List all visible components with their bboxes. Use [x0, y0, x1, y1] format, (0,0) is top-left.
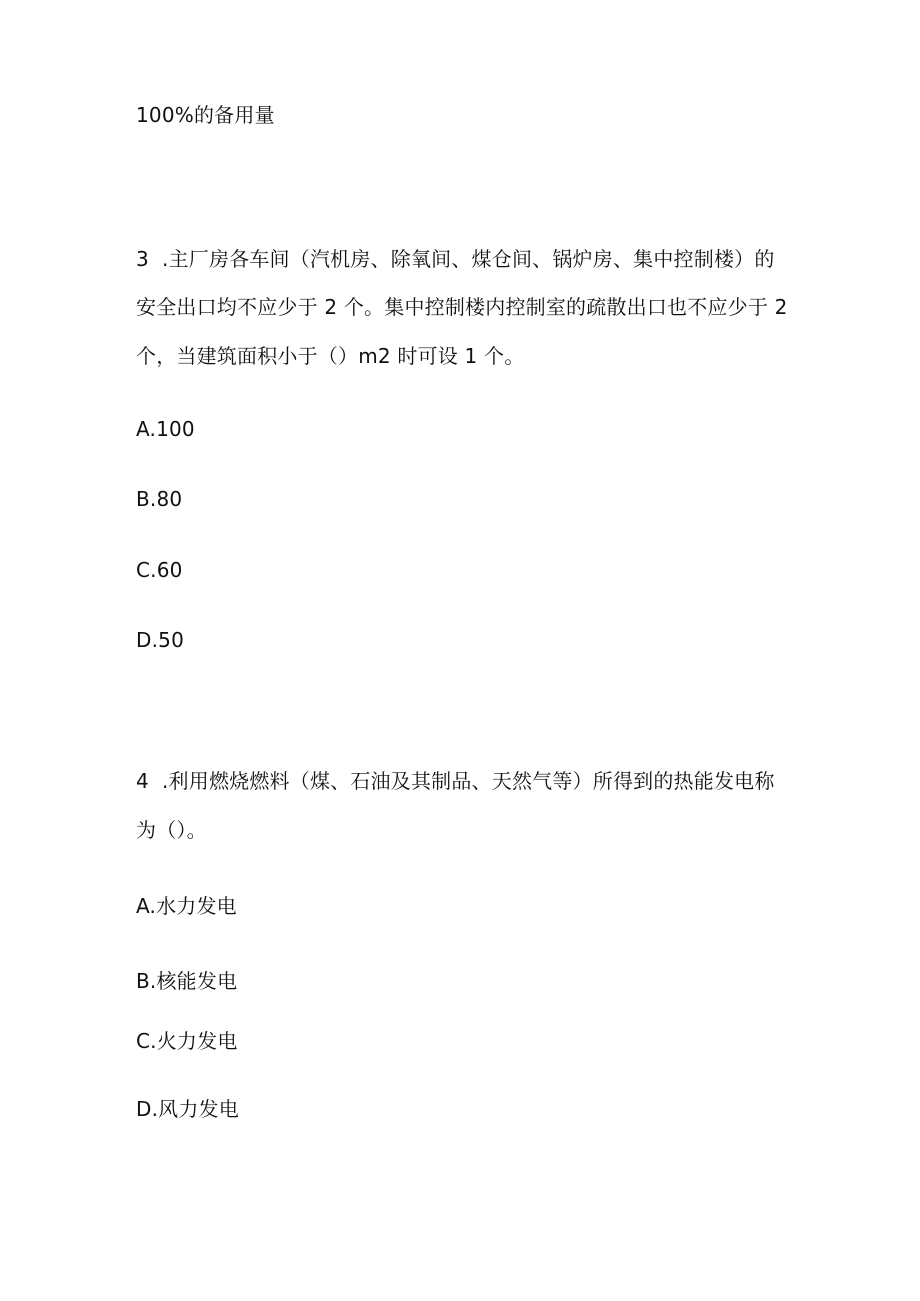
question-3-option-b: B.80 [136, 487, 183, 511]
question-3-stem-line-3: 个，当建筑面积小于（）m2 时可设 1 个。 [136, 344, 525, 368]
question-4-option-c: C.火力发电 [136, 1029, 238, 1053]
question-3-stem-text-1: .主厂房各车间（汽机房、除氧间、煤仓间、锅炉房、集中控制楼）的 [162, 247, 775, 271]
question-3-stem-line-1 [136, 247, 775, 271]
question-3-option-c: C.60 [136, 558, 183, 582]
question-4-option-b: B.核能发电 [136, 969, 238, 993]
question-4-stem-line-2: 为（）。 [136, 818, 207, 842]
question-4-option-a: A.水力发电 [136, 894, 237, 918]
question-3-number: 3 [136, 247, 149, 271]
question-4-stem-text-1: .利用燃烧燃料（煤、石油及其制品、天然气等）所得到的热能发电称 [162, 769, 775, 793]
question-4-option-d: D.风力发电 [136, 1097, 239, 1121]
question-3-stem-line-2: 安全出口均不应少于 2 个。集中控制楼内控制室的疏散出口也不应少于 2 [136, 295, 788, 319]
question-3-option-a: A.100 [136, 417, 195, 441]
carryover-text: 100%的备用量 [136, 103, 275, 127]
question-3-option-d: D.50 [136, 628, 185, 652]
question-4-number: 4 [136, 769, 149, 793]
question-4-stem-line-1 [136, 769, 775, 793]
